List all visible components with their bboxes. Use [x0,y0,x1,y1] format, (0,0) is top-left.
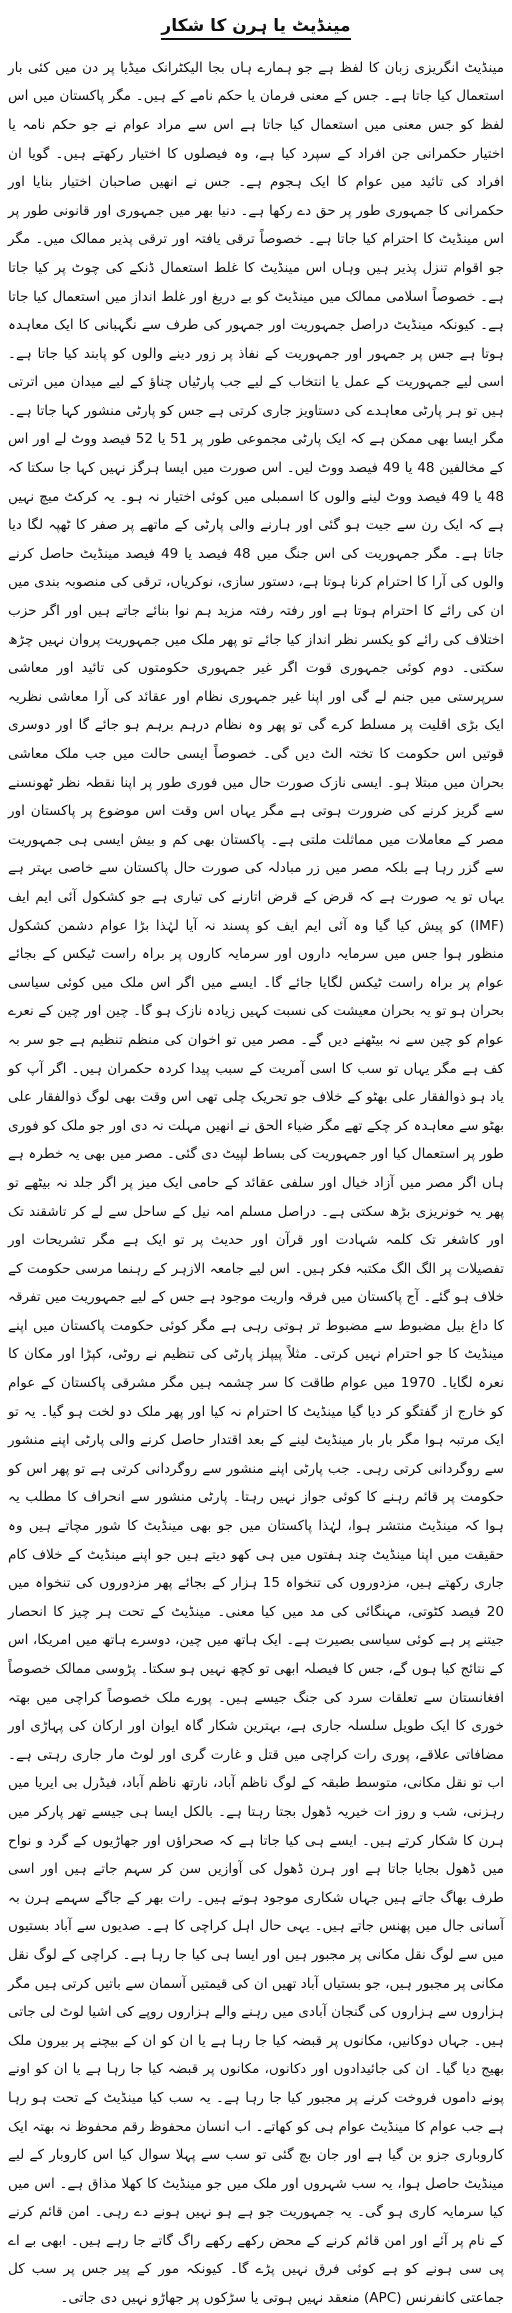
article-headline: مینڈیٹ یا ہرن کا شکار [161,15,350,40]
headline-container [8,4,504,52]
article-body: مینڈیٹ انگریزی زبان کا لفظ ہے جو ہمارے ہاں بجا الیکٹرانک میڈیا پر دن میں کئی بار استعمال کیا جاتا ہے۔ جس کے معنی فرمان یا حکم نامے کے ہیں۔ مگر پاکستان میں اس لفظ کو جس معنی میں استعمال کیا جاتا ہے اس سے مراد عوام نے جو حکم نامہ یا اختیار حکمرانی جن افراد کے سپرد کیا ہے، وہ فیصلوں کا اختیار رکھتے ہیں۔ گویا ان افراد کی تائید میں عوام کا ایک ہجوم ہے۔ جس نے انھیں صاحبان اختیار بنایا اور حکمرانی کا جمہوری طور پر حق دے رکھا ہے۔ دنیا بھر میں جمہوری اور قانونی طور پر اس مینڈیٹ کا احترام کیا جاتا ہے۔ خصوصاً ترقی یافتہ اور ترقی پذیر ممالک میں۔ مگر جو اقوام تنزل پذیر ہیں وہاں اس مینڈیٹ کا غلط استعمال ڈنکے کی چوٹ پر کیا جاتا ہے۔ خصوصاً اسلامی ممالک میں مینڈیٹ کو بے دریغ اور غلط انداز میں استعمال کیا جاتا ہے۔ کیونکہ مینڈیٹ دراصل جمہوریت اور جمہور کی طرف سے نگہبانی کا ایک معاہدہ ہوتا ہے جس پر جمہور اور جمہوریت کے نفاذ پر زور دینے والوں کو پابند کیا جاتا ہے۔ اسی لیے جمہوریت کے عمل یا انتخاب کے لیے جب پارٹیاں چناؤ کے لیے میدان میں اترتی ہیں تو ہر پارٹی معاہدے کی دستاویز جاری کرتی ہے جس کو پارٹی منشور کہا جاتا ہے۔ مگر ایسا بھی ممکن ہے کہ ایک پارٹی مجموعی طور پر 51 یا 52 فیصد ووٹ لے اور اس کے مخالفین 48 یا 49 فیصد ووٹ لیں۔ اس صورت میں ایسا ہرگز نہیں کہا جا سکتا کہ 48 یا 49 فیصد ووٹ لینے والوں کا اسمبلی میں کوئی اختیار نہ ہو۔ یہ کرکٹ میچ نہیں ہے کہ ایک رن سے جیت ہو گئی اور ہارنے والی پارٹی کے ماتھے پر صفر کا ٹھپہ لگا دیا جاتا ہے۔ مگر جمہوریت کی اس جنگ میں 48 فیصد یا 49 فیصد مینڈیٹ حاصل کرنے والوں کی آرا کا احترام کرنا ہوتا ہے، دستور سازی، نوکریاں، ترقی کی منصوبہ بندی میں ان کی رائے کا احترام ہوتا ہے اور رفتہ رفتہ مزید ہم نوا بنائے جاتے ہیں اور اگر حزب اختلاف کی رائے کو یکسر نظر انداز کیا جائے تو پھر ملک میں جمہوریت پروان نہیں چڑھ سکتی۔ دوم کوئی جمہوری قوت اگر غیر جمہوری حکومتوں کی تائید اور معاشی سرپرستی میں جنم لے گی اور اپنا غیر جمہوری نظام اور عقائد کی آرا معاشی نظریہ ایک بڑی اقلیت پر مسلط کرے گی تو پھر وہ نظام درہم برہم ہو جائے گا اور دوسری قوتیں اس حکومت کا تختہ الٹ دیں گی۔ خصوصاً ایسی حالت میں جب ملک معاشی بحران میں مبتلا ہو۔ ایسی نازک صورت حال میں فوری طور پر اپنا نقطہ نظر ٹھونسنے سے گریز کرنے کی ضرورت ہوتی ہے مگر یہاں اس وقت اس موضوع پر پاکستان اور مصر کے معاملات میں مماثلت ملتی ہے۔ پاکستان بھی کم و بیش ایسی ہی جمہوریت سے گزر رہا ہے بلکہ مصر میں زر مبادلہ کی صورت حال پاکستان سے خاصی بہتر ہے یہاں تو یہ صورت ہے کہ قرض کے قرض اتارنے کی تیاری ہے جو کشکول آئی ایم ایف (IMF) کو پیش کیا گیا وہ آئی ایم ایف کو پسند نہ آیا لہٰذا بڑا عوام دشمن کشکول منظور ہوا جس میں سرمایہ داروں اور سرمایہ کاروں پر براہ راست ٹیکس کے بجائے عوام پر براہ راست ٹیکس لگایا جائے گا۔ ایسے میں اگر اس ملک میں کوئی سیاسی بحران ہو تو یہ بحران معیشت کی نسبت کہیں زیادہ نازک ہو گا۔ چین اور چین کے نعرے عوام کو چین سے نہ بیٹھنے دیں گے۔ مصر میں تو اخوان کی منظم تنظیم ہے جو سر بہ کف ہے مگر یہاں تو سب کا اسی آمریت کے سبب پیدا کردہ حکمران ہیں۔ اگر آپ کو یاد ہو ذوالفقار علی بھٹو کے خلاف جو تحریک چلی تھی اس وقت بھی لوگ ذوالفقار علی بھٹو سے معاہدہ کر چکے تھے مگر ضیاء الحق نے انھیں مہلت نہ دی اور جو ملک کو فوری طور پر استعمال کیا اور جمہوریت کی بساط لپیٹ دی گئی۔ مصر میں بھی یہ خطرہ ہے ہاں اگر مصر میں آزاد خیال اور سلفی عقائد کے حامی ایک میز پر اگر جلد نہ بیٹھے تو پھر یہ خونریزی بڑھ سکتی ہے۔ دراصل مسلم امہ نیل کے ساحل سے لے کر تاشقند تک اور کاشغر تک کلمہ شہادت اور قرآن اور حدیث پر تو ایک ہے مگر تشریحات اور تفصیلات پر الگ الگ مکتبہ فکر ہیں۔ اس لیے جامعہ الازہر کے رہنما مرسی حکومت کے خلاف ہو گئے۔ آج پاکستان میں فرقہ واریت موجود ہے جس کے لیے جمہوریت میں تفرقہ کا داغ بیل مضبوط سے مضبوط تر ہوتی رہی ہے مگر کوئی حکومت پاکستان میں اپنے مینڈیٹ کا جو احترام نہیں کرتی۔ مثلاً پیپلز پارٹی کی تنظیم نے روٹی، کپڑا اور مکان کا نعرہ لگایا۔ 1970 میں عوام طاقت کا سر چشمہ ہیں مگر مشرقی پاکستان کے عوام کو خارج از گفتگو کر دیا گیا مینڈیٹ کا احترام نہ کیا اور پھر ملک دو لخت ہو گیا۔ یہ تو ایک مرتبہ ہوا مگر بار بار مینڈیٹ لینے کے بعد اقتدار حاصل کرنے والی پارٹی اپنے منشور سے روگردانی کرتی رہی۔ جب پارٹی اپنے منشور سے روگردانی کرتی ہے تو پھر اس کو حکومت پر قائم رہنے کا کوئی جواز نہیں رہتا۔ پارٹی منشور سے انحراف کا مطلب یہ ہوا کہ مینڈیٹ منتشر ہوا، لہٰذا پاکستان میں جو بھی مینڈیٹ کا شور مچاتے ہیں وہ حقیقت میں اپنا مینڈیٹ چند ہفتوں میں ہی کھو دیتے ہیں جو اپنے مینڈیٹ کے خلاف کام جاری رکھتے ہیں، مزدوروں کی تنخواہ 15 ہزار کے بجائے پھر مزدوروں کی تنخواہ میں 20 فیصد کٹوتی، مہنگائی کی مد میں کیا معنی۔ مینڈیٹ کے تحت ہر چیز کا انحصار جیتنے پر ہے کوئی سیاسی بصیرت ہے۔ ایک ہاتھ میں چین، دوسرے ہاتھ میں امریکا، اس کے نتائج کیا ہوں گے، جس کا فیصلہ ابھی تو کچھ نہیں ہو سکتا۔ پڑوسی ممالک خصوصاً افغانستان سے تعلقات سرد کی جنگ جیسے ہیں۔ پورے ملک خصوصاً کراچی میں بھتہ خوری کا ایک طویل سلسلہ جاری ہے، بہترین شکار گاہ ایوان اور ارکان کی پہاڑی اور مضافاتی علاقے، پوری رات کراچی میں قتل و غارت گری اور لوٹ مار جاری رہتی ہے۔ اب تو نقل مکانی، متوسط طبقہ کے لوگ ناظم آباد، نارتھ ناظم آباد، فیڈرل بی ایریا میں رہزنی، شب و روز ات خیریہ ڈھول بجتا رہتا ہے۔ بالکل ایسا ہی جیسے تھر پارکر میں ہرن کا شکار کرتے ہیں۔ ایسے ہی کیا جاتا ہے کہ صحراؤں اور جھاڑیوں کے گرد و نواح میں ڈھول بجایا جاتا ہے اور ہرن ڈھول کی آوازیں سن کر سہم جاتے ہیں اور اسی طرف بھاگ جاتے ہیں جہاں شکاری موجود ہوتے ہیں۔ رات بھر کے جاگے سہمے ہرن بہ آسانی جال میں پھنس جاتے ہیں۔ یہی حال اہل کراچی کا ہے۔ صدیوں سے آباد بستیوں میں سے لوگ نقل مکانی پر مجبور ہیں اور ایسا ہی کیا جا رہا ہے۔ کراچی کے لوگ نقل مکانی پر مجبور ہیں، جو بستیاں آباد تھیں ان کی قیمتیں آسمان سے باتیں کرتی ہیں مگر ہزاروں سے ہزاروں کی گنجان آبادی میں رہنے والے ہزاروں روپے کی اشیا لوٹ لی جاتی ہیں۔ جہاں دوکانیں، مکانوں پر قبضہ کیا جا رہا ہے یا ان کو ان کے بیچنے پر بیرون ملک بھیج دیا گیا۔ ان کی جائیدادوں اور دکانوں، مکانوں پر قبضہ کیا جا رہا ہے یا ان کو اونے پونے داموں فروخت کرنے پر مجبور کیا جا رہا ہے۔ یہ سب کیا مینڈیٹ کے تحت ہو رہا ہے جب عوام کا مینڈیٹ عوام ہی کو کھاتے۔ اب انسان محفوظ رقم محفوظ نہ بھتہ ایک کاروباری جزو بن گیا ہے اور جان بچ گئی تو سب سے پہلا سوال کیا اس کاروبار کے لیے مینڈیٹ حاصل ہوا، یہ سب شہروں اور ملک میں جو مینڈیٹ کا کھلا مذاق ہے۔ اس میں کیا سرمایہ کاری ہو گی۔ یہ جمہوریت جو ہے ہو نہیں ہونے دے رہی۔ امن قائم کرنے کے نام پر آئے اور امن قائم کرنے کے محض رکھے رکھے راگ گاتے جا رہے ہیں۔ ابھی بے اے پی سی ہونے کو ہے کوئی فرق نہیں پڑے گا۔ کیونکہ مور کے پیر جس پر سب کل جماعتی کانفرنس (APC) منعقد نہیں ہوتی یا سڑکوں پر جھاڑو نہیں دی جاتی۔ [8,59,504,2307]
